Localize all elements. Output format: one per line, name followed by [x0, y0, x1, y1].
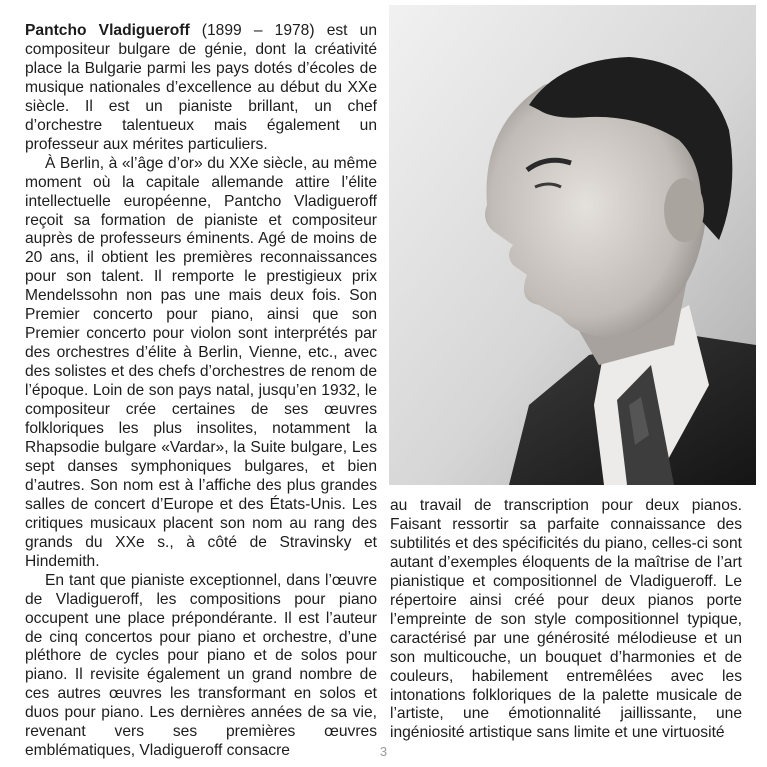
paragraph-piano-works: En tant que pianiste exceptionnel, dans l’œuvre de Vladigueroff, les compositions pour piano occupent une place prépondérante. Il est l’auteur de cinq concertos pour piano et orchestre, d’une pléthore de cycles pour piano et de solos pour piano. Il revisite également un grand nombre de ces autres œuvres les transformant en solos et duos pour piano. Les dernières années de sa vie, revenant vers ses premières œuvres emblématiques, Vladigueroff consacre: [25, 571, 377, 760]
text-column-right: [390, 497, 742, 743]
text-column-left: [25, 22, 377, 761]
page-number: 3: [379, 744, 388, 759]
composer-name: Pantcho Vladigueroff: [25, 22, 190, 39]
paragraph-piano-works-continued: au travail de transcription pour deux pianos. Faisant ressortir sa parfaite connaissance des subtilités et des spécificités du piano, celles-ci sont autant d’exemples éloquents de la maîtrise de l’art pianistique et compositionnel de Vladigueroff. Le répertoire ainsi créé pour deux pianos porte l’empreinte de son style compositionnel typique, caractérisé par une générosité mélodieuse et un son multicouche, un bouquet d’harmonies et de couleurs, habilement entremêlées avec les intonations folkloriques de la palette musicale de l’artiste, une émotionnalité jaillissante, une ingéniosité artistique sans limite et une virtuosité: [390, 497, 742, 742]
intro-text: (1899 – 1978) est un compositeur bulgare de génie, dont la créativité place la Bulgarie parmi les pays dotés d’écoles de musique nationales d’excellence au début du XXe siècle. Il est un pianiste brillant, un chef d’orchestre talentueux mais également un professeur aux mérites particuliers.: [25, 22, 377, 153]
paragraph-intro: [25, 22, 377, 155]
portrait-photo: [389, 5, 756, 485]
paragraph-berlin: À Berlin, à «l’âge d’or» du XXe siècle, au même moment où la capitale allemande attire l’élite intellectuelle européenne, Pantcho Vladigueroff reçoit sa formation de pianiste et compositeur auprès de professeurs éminents. Agé de moins de 20 ans, il obtient les premières reconnaissances pour son talent. Il remporte le prestigieux prix Mendelssohn non pas une mais deux fois. Son Premier concerto pour piano, ainsi que son Premier concerto pour violon sont interprétés par des orchestres d’élite à Berlin, Vienne, etc., avec des solistes et des chefs d’orchestres de renom de l’époque. Loin de son pays natal, jusqu’en 1932, le compositeur crée certaines de ses œuvres folkloriques les plus insolites, notamment la Rhapsodie bulgare «Vardar», la Suite bulgare, Les sept danses symphoniques bulgares, et bien d’autres. Son nom est à l’affiche des plus grandes salles de concert d’Europe et des États-Unis. Les critiques musicaux placent son nom au rang des grands du XXe s., à côté de Stravinsky et Hindemith.: [25, 154, 377, 570]
